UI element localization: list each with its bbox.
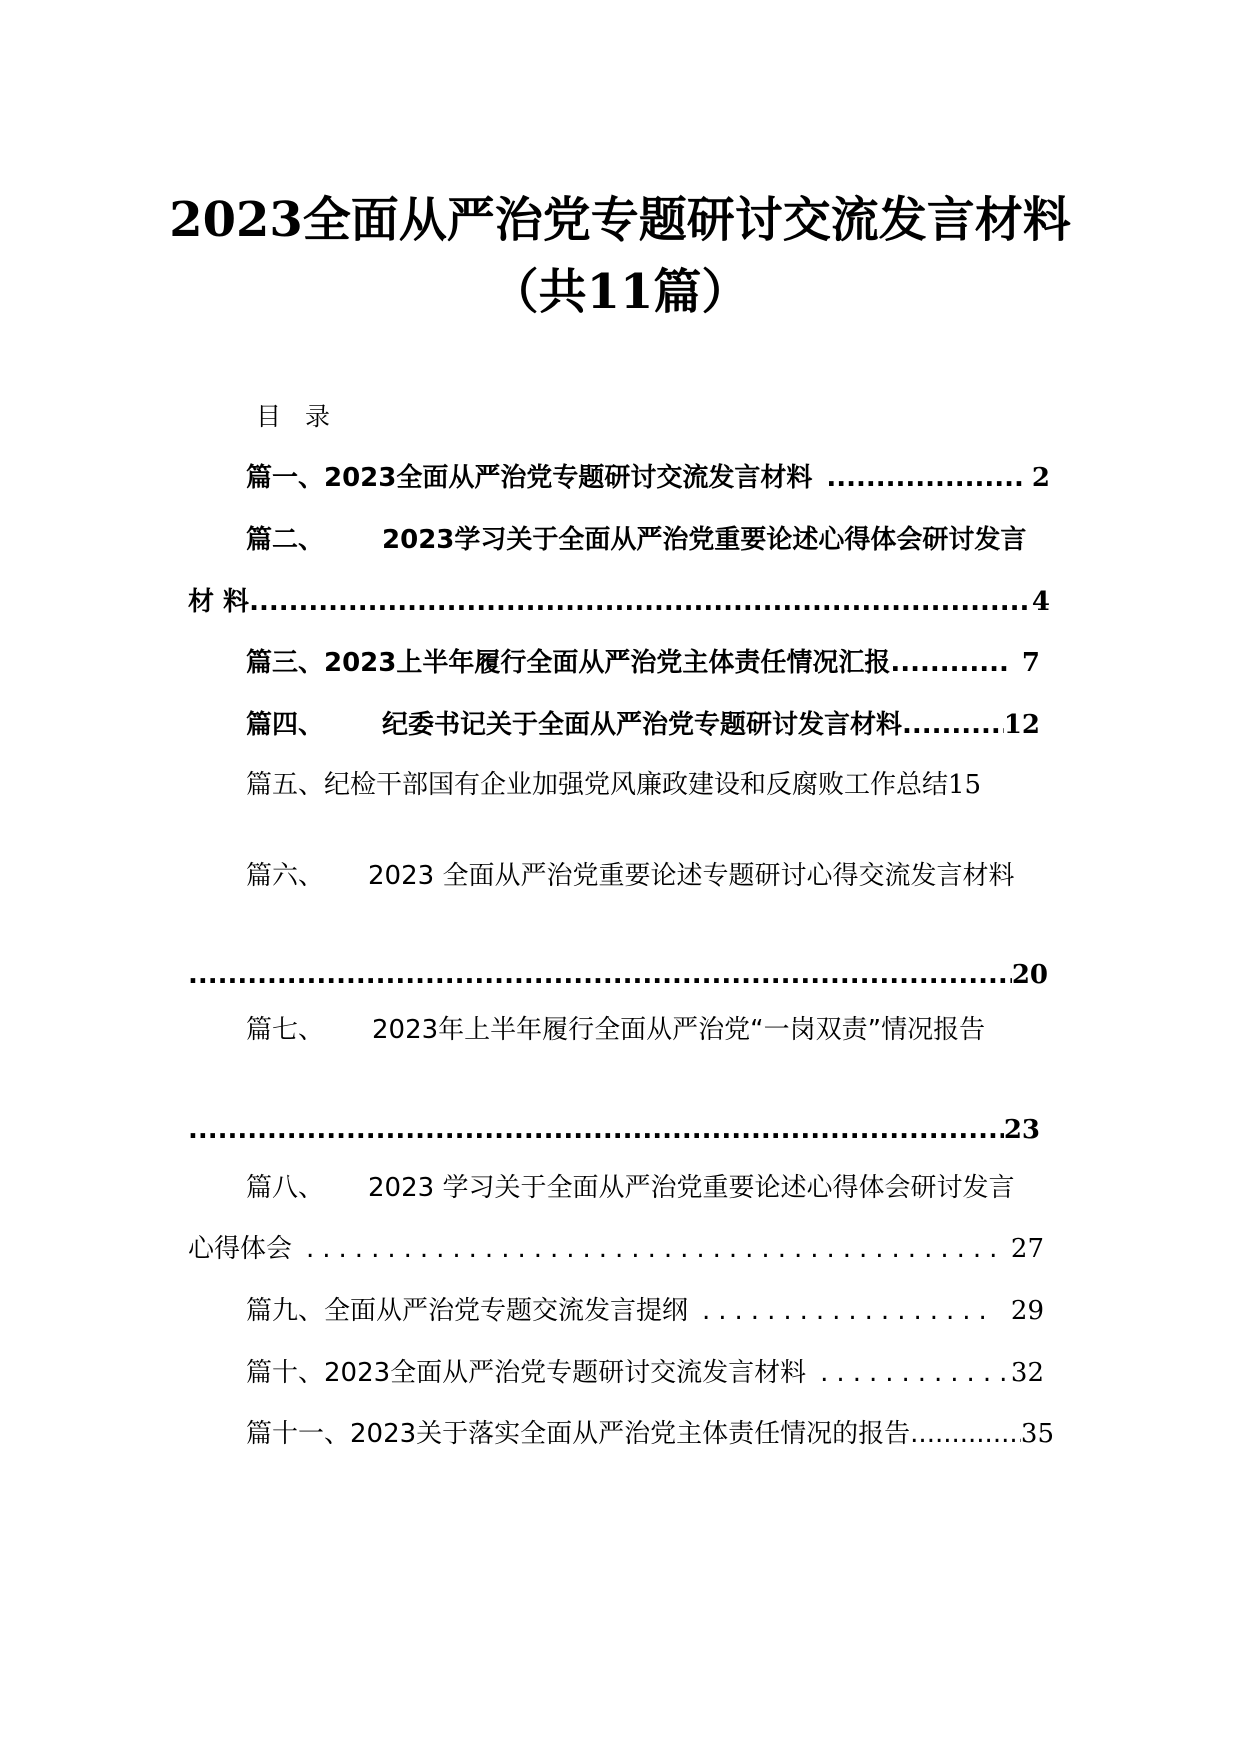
toc-entry-page: 12 [1003, 710, 1040, 740]
toc-leader [890, 643, 1008, 683]
toc-entry-6[interactable] [246, 856, 1046, 896]
toc-entry-label: 篇十、2023全面从严治党专题研讨交流发言材料 [246, 1358, 807, 1388]
toc-leader [188, 1110, 1004, 1150]
toc-entry-label: 心得体会 [188, 1234, 293, 1264]
toc-leader [249, 582, 1032, 622]
toc-leader [820, 1353, 1011, 1393]
toc-entry-label: 篇一、2023全面从严治党专题研讨交流发言材料 [246, 463, 813, 493]
toc-entry-6-line2[interactable] [188, 955, 1048, 995]
toc-leader [306, 1229, 997, 1269]
toc-entry-label: 材 料 [188, 587, 250, 617]
toc-entry-page: 2 [1031, 463, 1050, 493]
toc-entry-page: 35 [1020, 1419, 1054, 1449]
toc-leader [902, 705, 1004, 745]
toc-entry-page: 29 [1010, 1296, 1044, 1326]
document-subtitle: （共11篇） [490, 264, 750, 320]
toc-entry-3[interactable] [246, 643, 1040, 683]
toc-entry-page: 27 [1010, 1234, 1044, 1264]
toc-entry-label: 篇三、2023上半年履行全面从严治党主体责任情况汇报 [246, 648, 891, 678]
toc-entry-label: 篇五、纪检干部国有企业加强党风廉政建设和反腐败工作总结 [246, 770, 949, 800]
toc-entry-label: 篇二、 [246, 525, 325, 555]
toc-entry-page: 7 [1021, 648, 1040, 678]
toc-entry-label: 篇九、全面从严治党专题交流发言提纲 [246, 1296, 689, 1326]
toc-leader [826, 458, 1022, 498]
toc-leader [910, 1414, 1021, 1454]
toc-entry-label: 篇七、 [246, 1015, 325, 1045]
toc-leader [188, 955, 1012, 995]
toc-entry-page: 20 [1011, 960, 1048, 990]
toc-entry-7-line2[interactable] [188, 1110, 1040, 1150]
toc-entry-label: 篇四、 [246, 710, 325, 740]
toc-entry-page: 15 [948, 770, 982, 800]
toc-heading: 目录 [256, 402, 355, 431]
toc-entry-label-cont: 2023学习关于全面从严治党重要论述心得体会研讨发言 [382, 525, 1027, 555]
toc-leader [702, 1291, 997, 1331]
toc-entry-label-cont: 纪委书记关于全面从严治党专题研讨发言材料 [382, 710, 903, 740]
toc-entry-label: 篇十一、2023关于落实全面从严治党主体责任情况的报告 [246, 1419, 911, 1449]
toc-entry-label-cont: 2023年上半年履行全面从严治党“一岗双责”情况报告 [372, 1015, 986, 1045]
document-title: 2023全面从严治党专题研讨交流发言材料 [169, 192, 1071, 248]
toc-entry-page: 4 [1031, 587, 1050, 617]
toc-entry-4[interactable] [246, 705, 1040, 745]
toc-entry-2-line2[interactable] [188, 582, 1050, 622]
toc-entry-1[interactable] [246, 458, 1050, 498]
toc-entry-page: 32 [1010, 1358, 1044, 1388]
toc-entry-label: 篇六、 [246, 861, 325, 891]
toc-entry-8[interactable] [246, 1168, 1046, 1208]
toc-entry-11[interactable] [246, 1414, 1054, 1454]
toc-entry-5[interactable] [246, 765, 1076, 805]
toc-entry-2[interactable] [246, 520, 1046, 560]
toc-entry-8-line2[interactable] [188, 1229, 1044, 1269]
toc-entry-label-cont: 2023 学习关于全面从严治党重要论述心得体会研讨发言 [368, 1173, 1015, 1203]
toc-entry-label-cont: 2023 全面从严治党重要论述专题研讨心得交流发言材料 [368, 861, 1015, 891]
toc-entry-9[interactable] [246, 1291, 1044, 1331]
toc-entry-label: 篇八、 [246, 1173, 325, 1203]
toc-entry-page: 23 [1003, 1115, 1040, 1145]
toc-entry-10[interactable] [246, 1353, 1044, 1393]
toc-entry-7[interactable] [246, 1010, 1066, 1050]
